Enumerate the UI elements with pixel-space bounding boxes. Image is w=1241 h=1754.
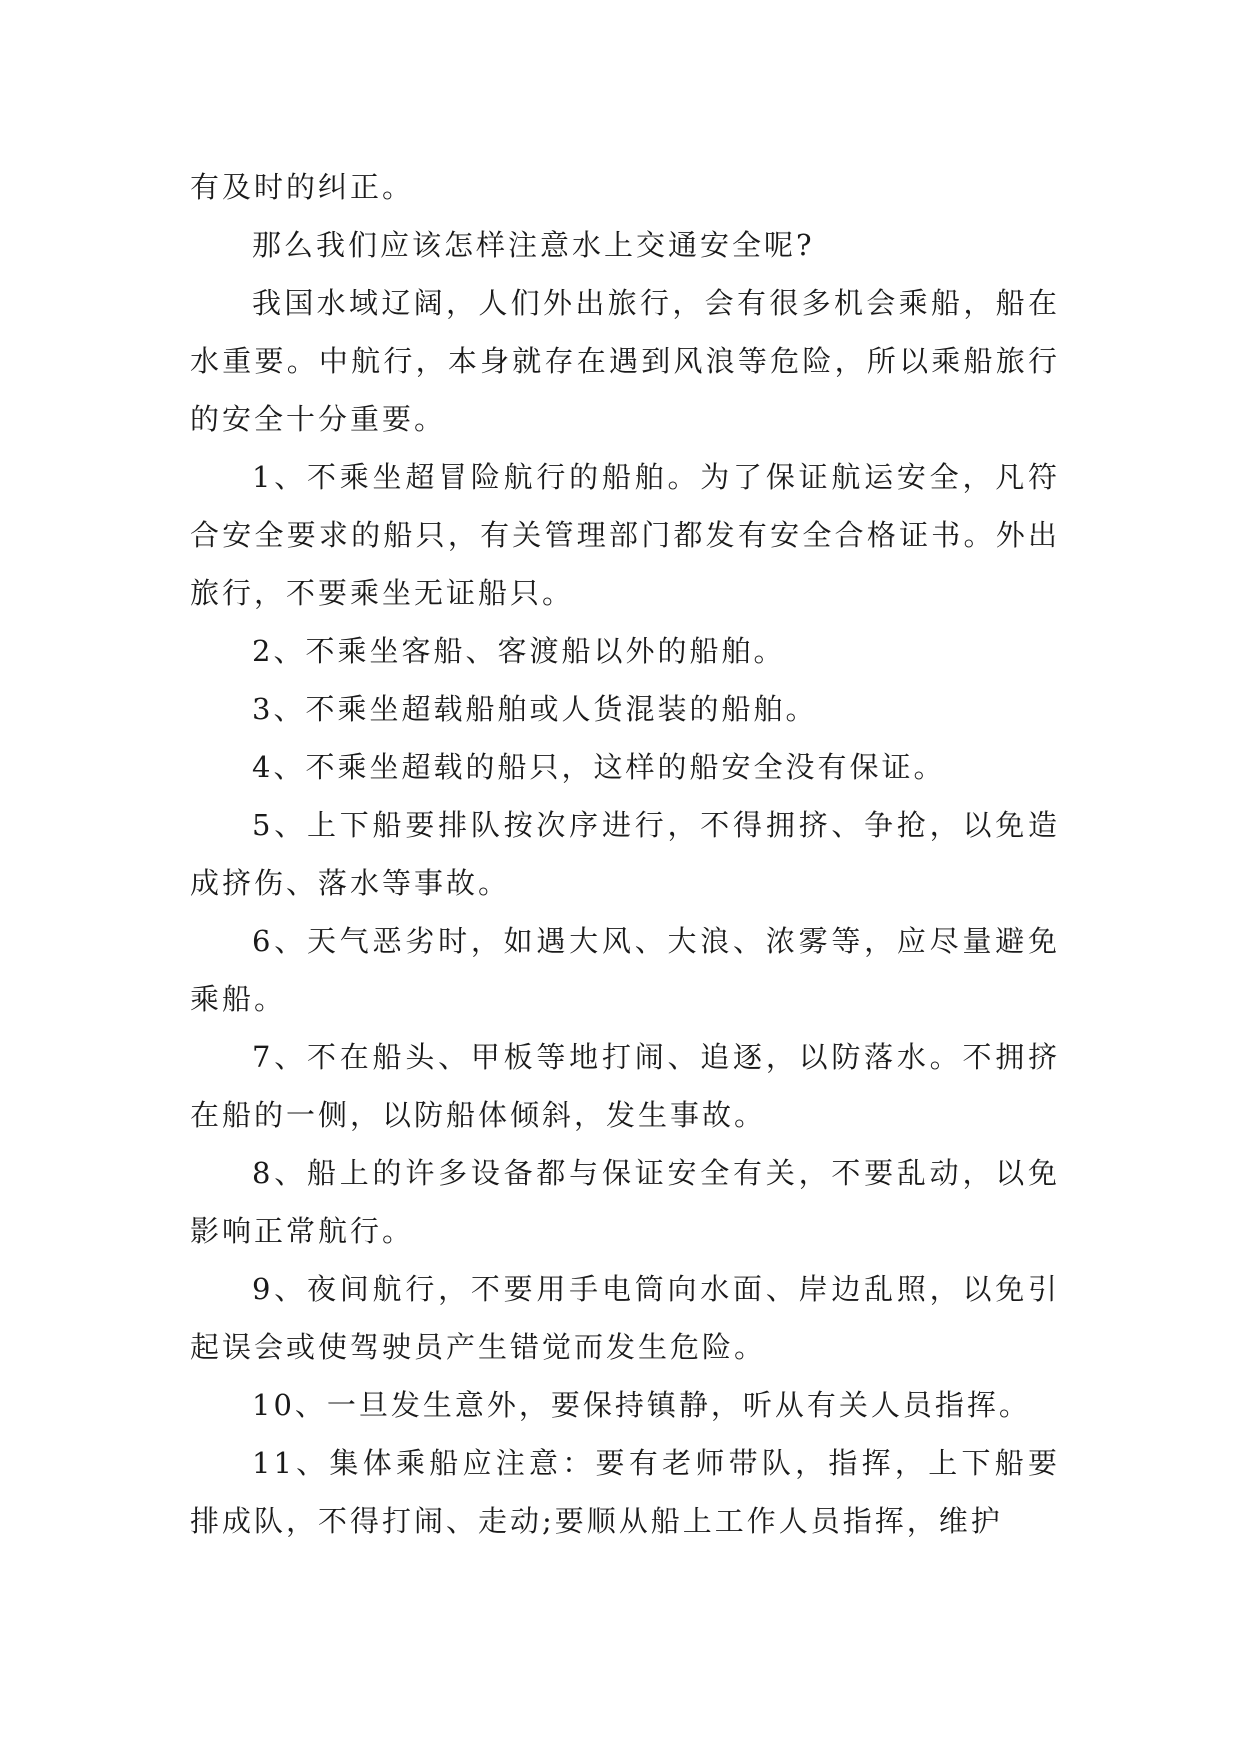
list-item-2: 2、不乘坐客船、客渡船以外的船舶。 <box>252 634 786 668</box>
list-item-4: 4、不乘坐超载的船只，这样的船安全没有保证。 <box>252 750 946 784</box>
list-item-1: 1、不乘坐超冒险航行的船舶。为了保证航运安全，凡符合安全要求的船只，有关管理部门都发有安全合格证书。外出旅行，不要乘坐无证船只。 <box>190 460 1060 610</box>
list-item-6: 6、天气恶劣时，如遇大风、大浪、浓雾等，应尽量避免乘船。 <box>190 924 1060 1016</box>
list-item-8: 8、船上的许多设备都与保证安全有关，不要乱动，以免影响正常航行。 <box>190 1156 1060 1248</box>
list-item-9: 9、夜间航行，不要用手电筒向水面、岸边乱照，以免引起误会或使驾驶员产生错觉而发生危险。 <box>190 1272 1060 1364</box>
list-item-7: 7、不在船头、甲板等地打闹、追逐，以防落水。不拥挤在船的一侧，以防船体倾斜，发生事故。 <box>190 1040 1060 1132</box>
paragraph-intro: 我国水域辽阔，人们外出旅行，会有很多机会乘船，船在水重要。中航行，本身就存在遇到风浪等危险，所以乘船旅行的安全十分重要。 <box>190 286 1060 436</box>
list-item-11: 11、集体乘船应注意：要有老师带队，指挥，上下船要排成队，不得打闹、走动;要顺从船上工作人员指挥，维护 <box>190 1446 1060 1538</box>
document-body <box>190 158 1060 1550</box>
paragraph-continuation: 有及时的纠正。 <box>190 170 415 204</box>
list-item-10: 10、一旦发生意外，要保持镇静，听从有关人员指挥。 <box>252 1388 1031 1422</box>
paragraph-question: 那么我们应该怎样注意水上交通安全呢? <box>252 228 815 262</box>
list-item-5: 5、上下船要排队按次序进行，不得拥挤、争抢，以免造成挤伤、落水等事故。 <box>190 808 1060 900</box>
list-item-3: 3、不乘坐超载船舶或人货混装的船舶。 <box>252 692 818 726</box>
